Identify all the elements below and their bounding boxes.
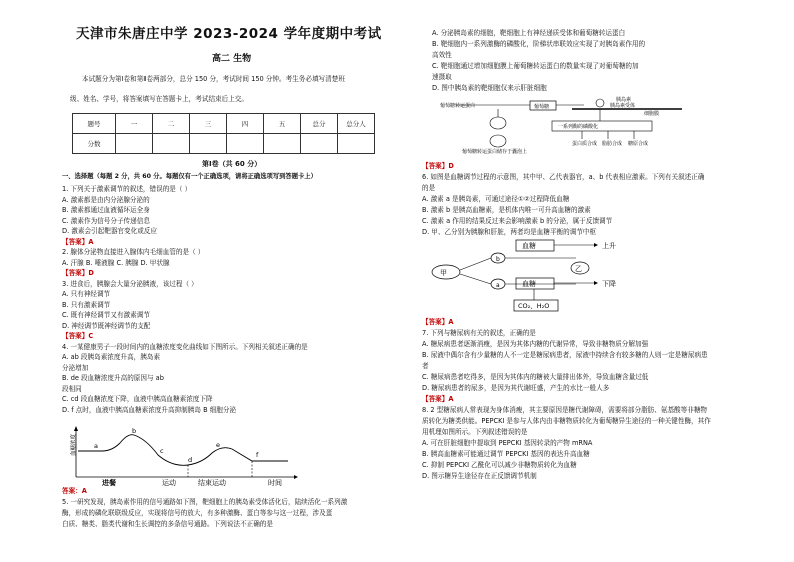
table-cell: 二: [153, 114, 190, 134]
question-line: 段相同: [62, 384, 82, 393]
question-line: A. ab 段胰岛素浓度升高，胰岛素: [62, 353, 161, 361]
question-line: B. 靶细胞内一系列激酶的磷酸化，阶梯状串联效应实现了对胰岛素作用的: [432, 40, 646, 48]
question-line: C. 激素 a 作用的结果反过来会影响激素 b 的分泌，属于反馈调节: [422, 217, 613, 225]
flow-blood-sugar-bottom: 血糖: [522, 280, 536, 288]
table-cell: 一: [116, 114, 153, 134]
question-line: 6. 如图是血糖调节过程的示意图，其中甲、乙代表器官，a、b 代表相应激素。下列有关叙述正确: [422, 173, 705, 181]
flow-down-label: 下降: [602, 280, 616, 288]
question-line: 用机理如图所示。下列叙述错误的是: [422, 428, 528, 436]
question-line: D. 激素会引起靶器官变化或反应: [62, 227, 157, 235]
diagram-label-glucose: 葡萄糖: [534, 104, 550, 110]
graph-event-meal: 进餐: [102, 479, 116, 487]
blood-sugar-graph: [62, 425, 302, 487]
question-line: 分泌增加: [62, 363, 89, 372]
insulin-pathway-diagram: [432, 95, 732, 159]
table-cell: [338, 134, 375, 154]
question-line: B. 激素都通过血液循环运全身: [62, 206, 150, 214]
graph-point-c: c: [160, 447, 164, 455]
table-cell: 分数: [73, 134, 116, 154]
question-line: 高效性: [432, 51, 452, 59]
question-line: D. f 点时，血液中胰高血糖素浓度升高抑制胰岛 B 细胞分泌: [62, 405, 237, 414]
question-line: 5. 一研究发现，胰岛素作用的信号通路如下图，靶细胞上的胰岛素受体活化后，陆续活化一系列激: [62, 498, 348, 506]
question-line: C. 糖尿病患者吃得多，是因为其体内的糖被大量排出体外，导致血糖含量过低: [422, 373, 649, 381]
question-line: A. 激素 a 是胰岛素，可通过途径①②过程降低血糖: [422, 195, 570, 203]
diagram-label-glycogen: 糖原合成: [628, 141, 649, 147]
score-table-row: [73, 134, 375, 154]
question-line: C. 抑制 PEPCKI 乙酰化可以减少非糖物质转化为血糖: [422, 461, 577, 469]
question-line: 质转化为糖类供能。PEPCKI 是参与人体内由非糖物质转化为葡萄糖异生途径的一种关键性酶，其作: [422, 417, 711, 425]
diagram-label-insulin: 胰岛素: [616, 97, 632, 103]
graph-point-a: a: [94, 442, 98, 450]
table-cell: [153, 134, 190, 154]
question-line: B. 胰高血糖素可能通过调节 PEPCKI 基因的表达升高血糖: [422, 450, 590, 458]
answer-line: 【答案】D: [62, 269, 94, 277]
section-instruction: 一、选择题（每题 2 分，共 60 分。每题仅有一个正确选项，请将正确选项写到答题卡上）: [62, 173, 317, 180]
answer-line: 【答案】A: [422, 395, 454, 403]
graph-point-f: f: [256, 451, 259, 459]
graph-xlabel: 时间: [268, 479, 282, 487]
blood-sugar-flow-diagram: [426, 236, 686, 316]
graph-event-end-exercise: 结束运动: [198, 479, 226, 487]
question-line: 8. 2 型糖尿病人常表现为身体消瘦，其主要原因是糖代谢障碍，需要将部分脂肪、氨基酸等非糖物: [422, 406, 708, 414]
diagram-label-phosphorylation: 一系列酶的磷酸化: [558, 124, 599, 130]
question-line: 白质、糖类、脂类代谢和生长调控的多条信号通路。下列说法不正确的是: [62, 520, 273, 528]
table-cell: 总分人: [338, 114, 375, 134]
question-line: A. 可在肝脏细胞中提取到 PEPCKI 基因转录的产物 mRNA: [422, 439, 593, 447]
question-line: D. 图中胰岛素的靶细胞仅来示肝脏细胞: [432, 84, 547, 92]
diagram-label-receptor: 胰岛素受体: [610, 103, 636, 109]
flow-label-organ-b: 乙: [575, 265, 582, 273]
table-cell: 题号: [73, 114, 116, 134]
score-table-header-row: [73, 114, 375, 134]
table-cell: [264, 134, 301, 154]
intro-line-1: 本试题分为第Ⅰ卷和第Ⅱ卷两部分，总分 150 分，考试时间 150 分钟。考生务必填写清楚班: [82, 75, 345, 83]
question-line: B. 激素 b 是胰高血糖素，是机体内唯一可升高血糖的激素: [422, 206, 591, 214]
question-line: B. de 段血糖浓度升高的原因与 ab: [62, 374, 164, 382]
score-table: [72, 113, 375, 154]
question-line: A. 糖尿病患者逐渐消瘦，是因为其体内糖的代谢异常，导致非糖物质分解加强: [422, 340, 649, 348]
diagram-label-transporter: 葡萄糖转运蛋白: [440, 103, 476, 109]
question-line: B. 尿液中偶尔含有少量糖的人不一定是糖尿病患者，尿液中持续含有较多糖的人则一定是糖尿病患: [422, 351, 708, 359]
answer-line: 【答案】A: [422, 318, 454, 326]
question-line: 者: [422, 362, 429, 370]
graph-point-b: b: [132, 427, 137, 435]
question-line: 3. 进食后，胰腺会大量分泌胰液，该过程（ ）: [62, 279, 198, 288]
graph-point-e: e: [216, 441, 220, 449]
table-cell: [116, 134, 153, 154]
table-cell: [301, 134, 338, 154]
graph-ylabel: 血糖浓度: [71, 433, 77, 456]
question-line: 2. 腺体分泌物直接进入腺体内毛细血管的是（ ）: [62, 248, 205, 256]
exam-subtitle: 高二 生物: [212, 54, 252, 64]
question-line: 4. 一某健康男子一段时间内的血糖浓度变化曲线如下图所示。下列相关叙述正确的是: [62, 342, 308, 351]
question-line: 1. 下列关于激素调节的叙述，错误的是（ ）: [62, 185, 192, 193]
flow-blood-sugar-top: 血糖: [522, 242, 536, 250]
question-line: D. 图示糖异生途径存在正反馈调节机制: [422, 472, 537, 480]
flow-label-a: a: [496, 282, 500, 289]
question-line: B. 只有激素调节: [62, 300, 111, 309]
question-line: 速摄取: [432, 73, 452, 81]
intro-line-2: 级、姓名、学号，将答案填写在答题卡上，考试结束后上交。: [70, 95, 249, 103]
graph-point-d: d: [188, 456, 193, 464]
question-line: A. 只有神经调节: [62, 290, 111, 298]
diagram-label-membrane: 细胞膜: [644, 111, 660, 117]
table-cell: 总分: [301, 114, 338, 134]
flow-label-b: b: [496, 256, 500, 263]
table-cell: 五: [264, 114, 301, 134]
exam-title: 天津市朱唐庄中学 2023-2024 学年度期中考试: [76, 26, 382, 42]
question-line: 7. 下列与糖尿病有关的叙述，正确的是: [422, 329, 536, 337]
question-line: 的是: [422, 184, 436, 192]
flow-co2-label: CO₂、H₂O: [518, 302, 550, 310]
flow-label-organ-a: 甲: [440, 269, 447, 277]
diagram-label-vesicle: 葡萄糖转运蛋白储存于囊泡上: [462, 149, 528, 155]
question-line: A. 汗腺 B. 唾液腺 C. 胰腺 D. 甲状腺: [62, 258, 170, 267]
table-cell: [190, 134, 227, 154]
answer-line: 【答案】A: [62, 237, 94, 246]
question-line: C. 既有神经调节又有激素调节: [62, 311, 150, 319]
question-line: A. 分泌胰岛素的细胞，靶细胞上有神经递质受体和葡萄糖转运蛋白: [432, 29, 626, 37]
question-line: D. 糖尿病患者的尿多，是因为其代谢旺盛，产生的水比一般人多: [422, 384, 610, 392]
question-line: C. 激素作为信号分子传递信息: [62, 216, 150, 225]
diagram-label-fat: 脂肪合成: [602, 141, 623, 147]
question-line: A. 激素都是由内分泌腺分泌的: [62, 195, 150, 204]
question-line: D. 神经调节既神经调节的支配: [62, 321, 151, 330]
diagram-label-protein: 蛋白质合成: [572, 141, 598, 147]
flow-up-label: 上升: [602, 242, 616, 250]
question-line: C. cd 段血糖浓度下降，血液中胰高血糖素浓度下降: [62, 395, 213, 403]
question-line: C. 靶细胞通过增加细胞膜上葡萄糖转运蛋白的数量实现了对葡萄糖的加: [432, 62, 639, 70]
table-cell: 三: [190, 114, 227, 134]
part-heading: 第Ⅰ卷（共 60 分）: [202, 160, 262, 168]
answer-line: 【答案】D: [422, 162, 454, 170]
question-line: 酶，形成的磷化联联级反应，实现将信号的放大，有多种激酶、蛋白等参与这一过程，涉及蛋: [62, 509, 333, 517]
table-cell: 四: [227, 114, 264, 134]
answer-line: 【答案】C: [62, 332, 94, 340]
graph-event-exercise: 运动: [162, 479, 176, 487]
table-cell: [227, 134, 264, 154]
question-line: D. 甲、乙分别为胰腺和肝脏，两者均是血糖平衡的调节中枢: [422, 228, 597, 236]
answer-line: 答案：A: [62, 487, 87, 495]
